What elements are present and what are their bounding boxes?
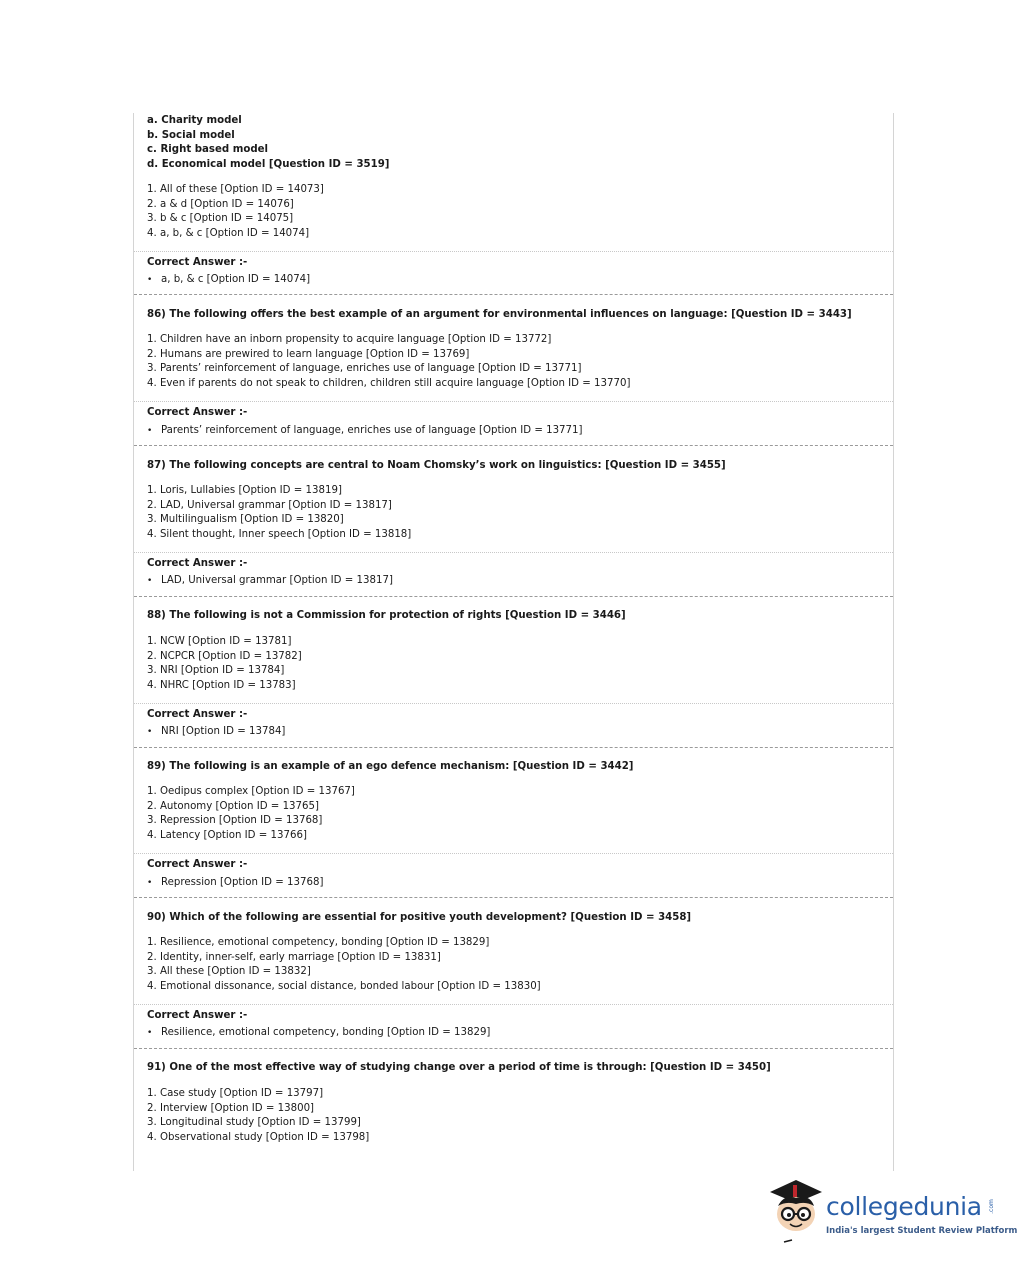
option-item: 3. NRI [Option ID = 13784] <box>147 665 285 677</box>
option-item: 2. Interview [Option ID = 13800] <box>147 1102 315 1114</box>
logo-wordmark: collegedunia <box>826 1192 982 1221</box>
question-separator <box>134 747 893 748</box>
option-item: 4. Emotional dissonance, social distance, bonded labour [Option ID = 13830] <box>147 980 541 992</box>
correct-answer <box>147 877 323 888</box>
option-item: 2. Identity, inner-self, early marriage [Option ID = 13831] <box>147 951 441 963</box>
option-list <box>147 936 541 994</box>
option-item: 3. Parents’ reinforcement of language, enriches use of language [Option ID = 13771] <box>147 363 582 375</box>
subitem: d. Economical model [Question ID = 3519] <box>147 158 390 170</box>
option-item: 2. LAD, Universal grammar [Option ID = 13817] <box>147 499 392 511</box>
option-list <box>147 183 324 241</box>
question-title: 86) The following offers the best example of an argument for environmental influences on language: [Question ID = 3443] <box>147 309 852 320</box>
option-list <box>147 333 630 391</box>
divider <box>134 251 893 252</box>
divider <box>134 703 893 704</box>
option-item: 4. NHRC [Option ID = 13783] <box>147 679 296 691</box>
correct-answer-label: Correct Answer :- <box>147 709 248 720</box>
question-separator <box>134 596 893 597</box>
subitem: a. Charity model <box>147 115 242 126</box>
question-separator <box>134 897 893 898</box>
option-list <box>147 635 302 693</box>
correct-answer-label: Correct Answer :- <box>147 257 248 268</box>
question-title: 87) The following concepts are central to Noam Chomsky’s work on linguistics: [Question ID = 3455] <box>147 460 726 471</box>
correct-answer-label: Correct Answer :- <box>147 1010 248 1021</box>
correct-answer-text: Repression [Option ID = 13768] <box>161 877 324 888</box>
correct-answer-text: NRI [Option ID = 13784] <box>161 726 286 737</box>
divider <box>134 552 893 553</box>
correct-answer <box>147 726 285 737</box>
option-item: 3. All these [Option ID = 13832] <box>147 966 311 978</box>
question-separator <box>134 294 893 295</box>
option-item: 4. Silent thought, Inner speech [Option ID = 13818] <box>147 528 412 540</box>
option-item: 1. NCW [Option ID = 13781] <box>147 636 292 647</box>
option-item: 1. All of these [Option ID = 14073] <box>147 184 324 195</box>
option-item: 1. Case study [Option ID = 13797] <box>147 1088 324 1099</box>
option-item: 1. Oedipus complex [Option ID = 13767] <box>147 786 355 797</box>
option-item: 1. Children have an inborn propensity to acquire language [Option ID = 13772] <box>147 334 552 345</box>
logo-tagline: India's largest Student Review Platform <box>826 1226 1018 1236</box>
question-title: 89) The following is an example of an ego defence mechanism: [Question ID = 3442] <box>147 761 634 772</box>
correct-answer-label: Correct Answer :- <box>147 558 248 569</box>
logo-domain-suffix: .com <box>987 1199 995 1214</box>
option-item: 2. a & d [Option ID = 14076] <box>147 198 294 210</box>
subitem: b. Social model <box>147 129 235 141</box>
option-item: 4. Observational study [Option ID = 13798] <box>147 1131 370 1143</box>
bullet-icon: • <box>147 878 153 888</box>
correct-answer <box>147 425 582 436</box>
option-item: 1. Resilience, emotional competency, bonding [Option ID = 13829] <box>147 937 490 948</box>
bullet-icon: • <box>147 275 153 285</box>
question-title: 91) One of the most effective way of studying change over a period of time is through: [Question ID = 3450] <box>147 1062 771 1073</box>
correct-answer-text: a, b, & c [Option ID = 14074] <box>161 274 311 285</box>
option-item: 4. Even if parents do not speak to children, children still acquire language [Option ID = 13770] <box>147 377 631 389</box>
question-separator <box>134 445 893 446</box>
option-item: 1. Loris, Lullabies [Option ID = 13819] <box>147 485 342 496</box>
option-list <box>147 785 355 843</box>
bullet-icon: • <box>147 1028 153 1038</box>
option-list <box>147 1087 369 1145</box>
correct-answer <box>147 274 310 285</box>
option-item: 2. Humans are prewired to learn language [Option ID = 13769] <box>147 348 470 360</box>
correct-answer-label: Correct Answer :- <box>147 859 248 870</box>
option-item: 2. NCPCR [Option ID = 13782] <box>147 650 302 662</box>
question-separator <box>134 1048 893 1049</box>
option-item: 3. b & c [Option ID = 14075] <box>147 213 294 225</box>
option-list <box>147 484 411 542</box>
divider <box>134 401 893 402</box>
bullet-icon: • <box>147 426 153 436</box>
correct-answer-label: Correct Answer :- <box>147 407 248 418</box>
correct-answer-text: Resilience, emotional competency, bonding [Option ID = 13829] <box>161 1027 491 1038</box>
option-item: 2. Autonomy [Option ID = 13765] <box>147 800 319 812</box>
subitem: c. Right based model <box>147 144 269 156</box>
divider <box>134 1004 893 1005</box>
question-title: 90) Which of the following are essential for positive youth development? [Question ID = 3458] <box>147 912 692 923</box>
correct-answer <box>147 1027 490 1038</box>
question-title: 88) The following is not a Commission for protection of rights [Question ID = 3446] <box>147 610 626 621</box>
question-subitems <box>147 114 389 172</box>
correct-answer <box>147 575 393 586</box>
option-item: 3. Longitudinal study [Option ID = 13799] <box>147 1117 361 1129</box>
correct-answer-text: LAD, Universal grammar [Option ID = 13817] <box>161 575 393 586</box>
bullet-icon: • <box>147 727 153 737</box>
bullet-icon: • <box>147 576 153 586</box>
option-item: 3. Repression [Option ID = 13768] <box>147 815 323 827</box>
correct-answer-text: Parents’ reinforcement of language, enriches use of language [Option ID = 13771] <box>161 425 583 436</box>
option-item: 3. Multilingualism [Option ID = 13820] <box>147 514 344 526</box>
divider <box>134 853 893 854</box>
option-item: 4. a, b, & c [Option ID = 14074] <box>147 227 310 239</box>
question-paper-sheet <box>133 113 894 1171</box>
option-item: 4. Latency [Option ID = 13766] <box>147 829 307 841</box>
